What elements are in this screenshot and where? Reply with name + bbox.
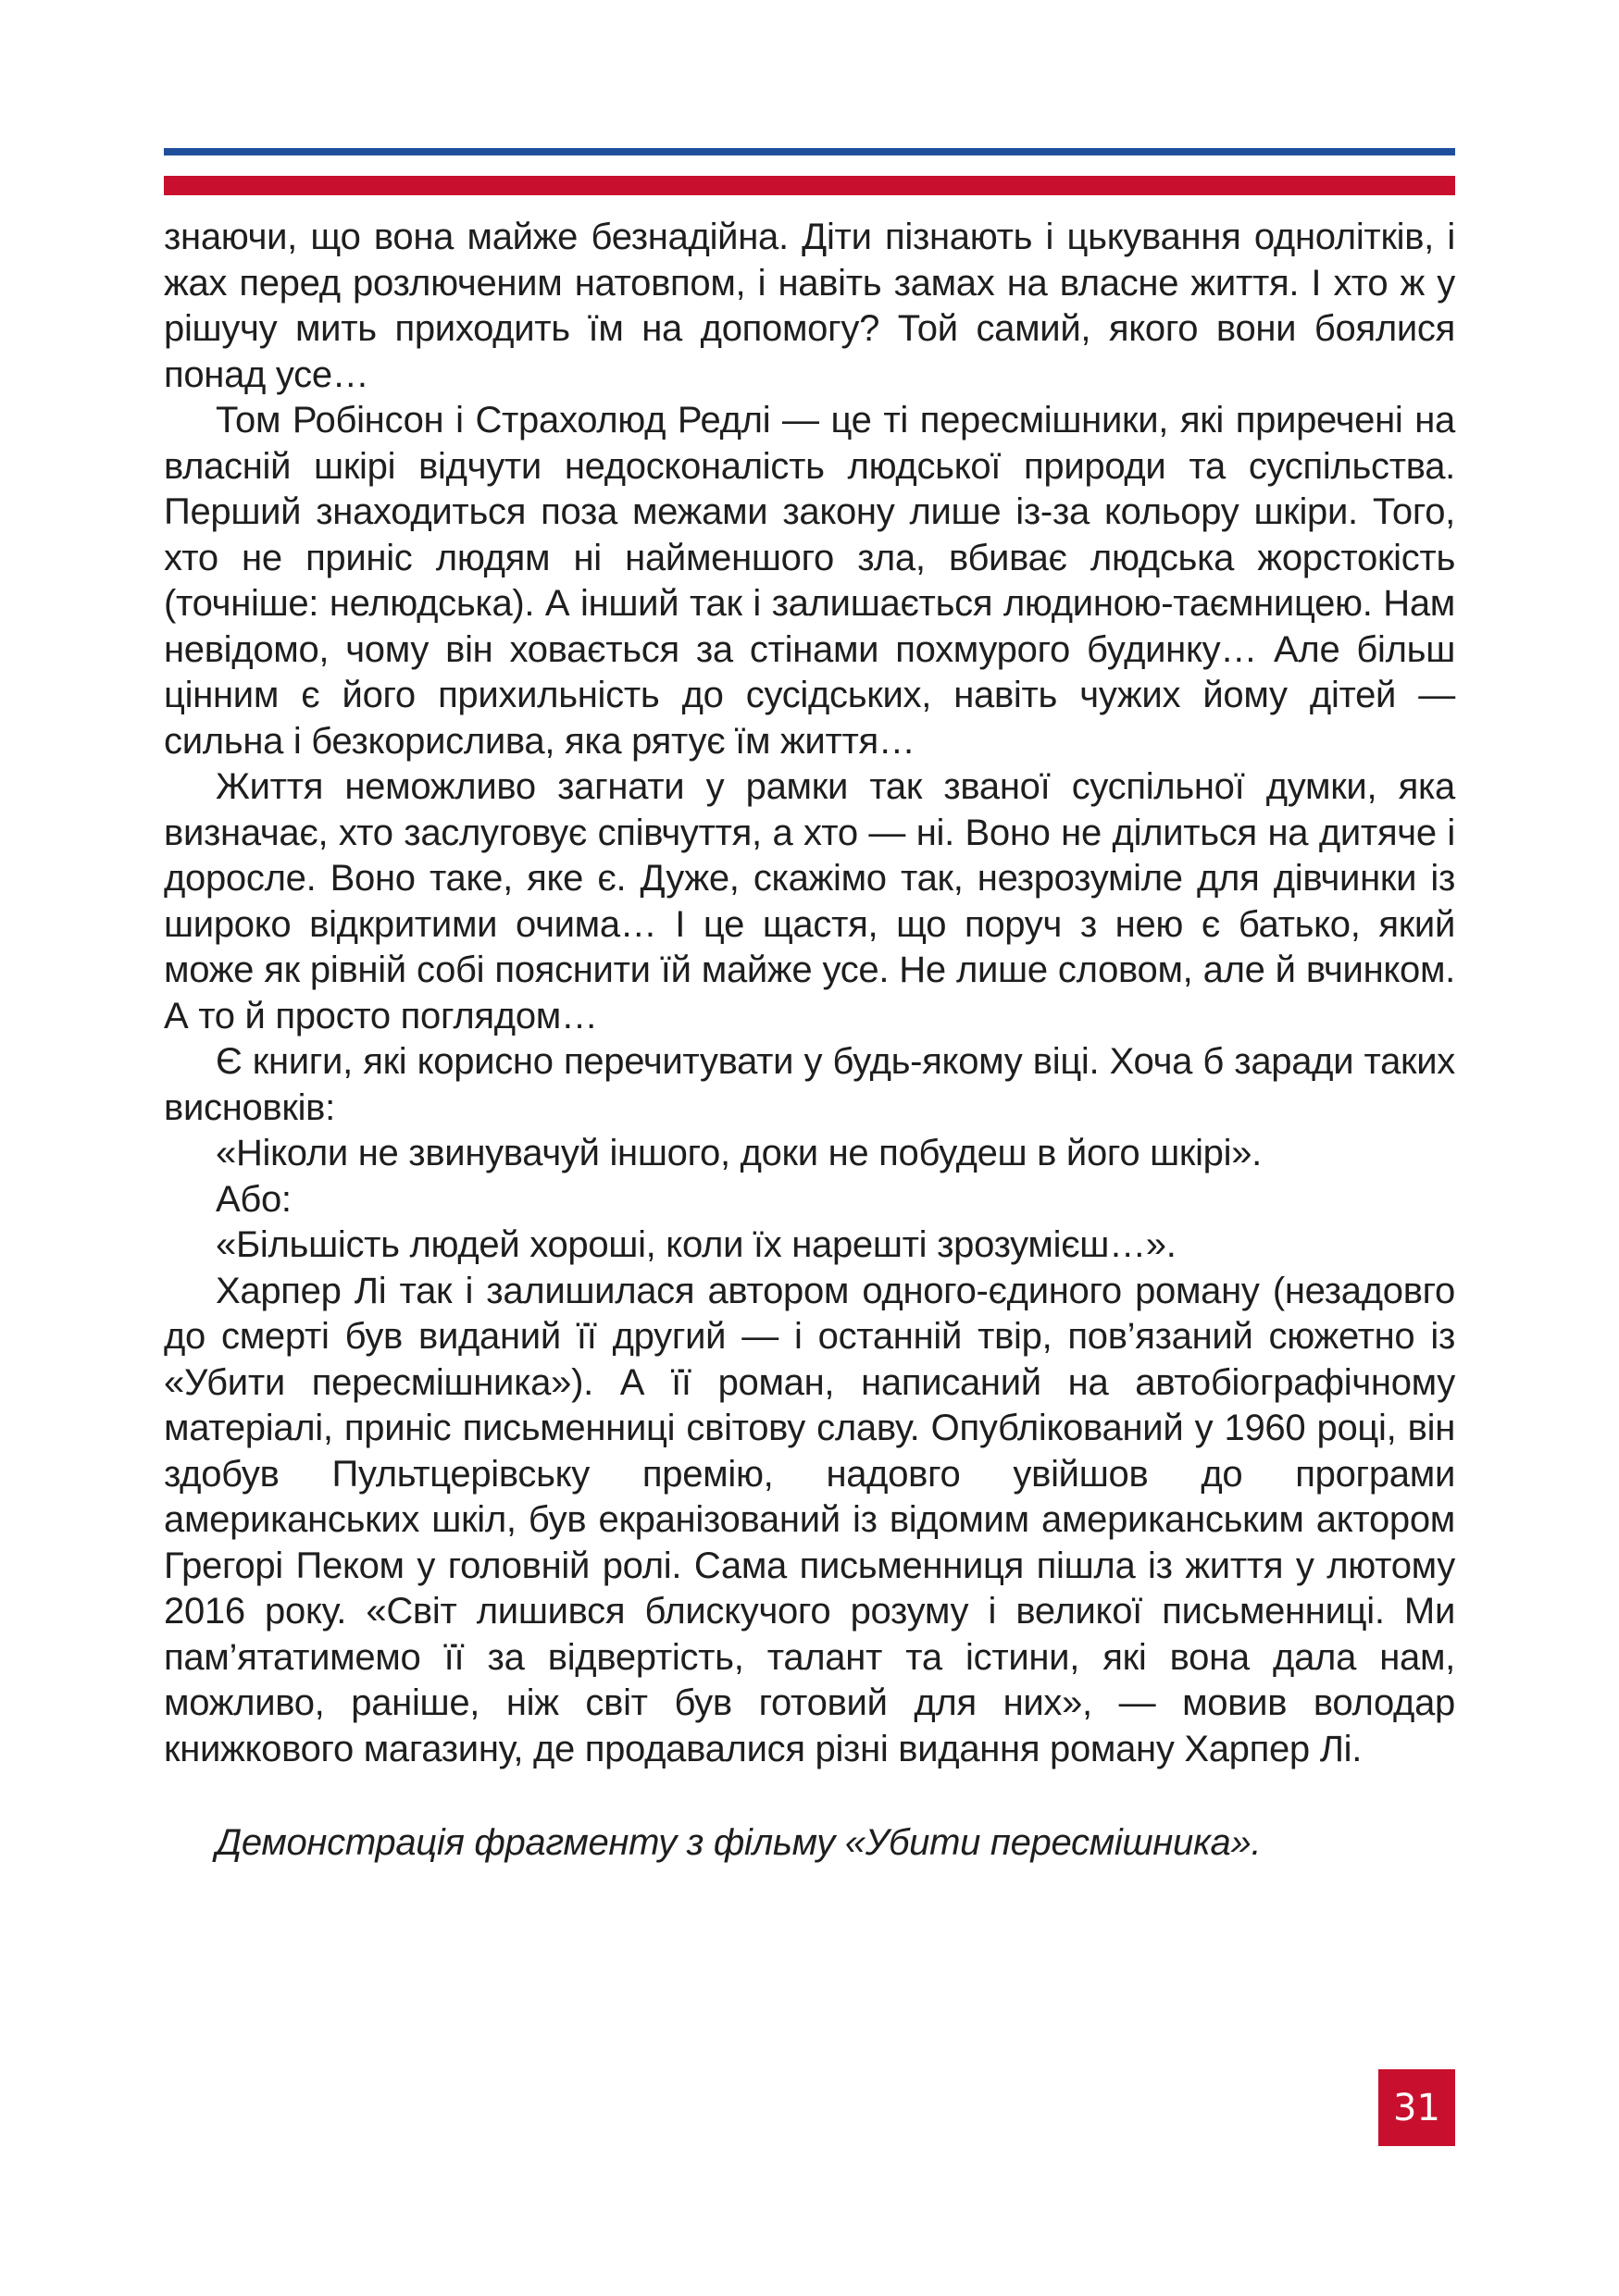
page-number-badge	[1378, 2069, 1455, 2146]
paragraph-mockingbirds: Том Робінсон і Страхолюд Редлі — це ті пересмішники, які приречені на власній шкірі відчути недосконалість людської природи та суспільства. Перший знаходиться поза межами закону лише із-за кольору шкіри. Того, хто не приніс людям ні найменшого зла, вбиває людська жорстокість (точніше: нелюдська). А інший так і залишається людиною-таємницею. Нам невідомо, чому він ховається за стінами похмурого будинку… Але більш цінним є його прихильність до сусідських, навіть чужих йому дітей — сильна і безкорислива, яка рятує їм життя…	[164, 400, 1455, 762]
quote-or: Або:	[216, 1178, 292, 1220]
page-body	[164, 215, 1455, 1867]
header-blue-rule	[164, 148, 1455, 155]
page-number: 31	[1393, 2086, 1440, 2129]
paragraph-life: Життя неможливо загнати у рамки так званої суспільної думки, яка визначає, хто заслуговує співчуття, а хто — ні. Воно не ділиться на дитяче і доросле. Воно таке, яке є. Дуже, скажімо так, незрозуміле для дівчинки із широко відкритими очима… І це щастя, що поруч з нею є батько, який може як рівній собі пояснити їй майже усе. Не лише словом, але й вчинком. А то й просто поглядом…	[164, 766, 1455, 1036]
film-demonstration-note: Демонстрація фрагменту з фільму «Убити пересмішника».	[216, 1822, 1262, 1863]
header-red-rule	[164, 176, 1455, 195]
quote-first: «Ніколи не звинувачуй іншого, доки не побудеш в його шкірі».	[216, 1133, 1262, 1173]
paragraph-continuation: знаючи, що вона майже безнадійна. Діти пізнають і цькування однолітків, і жах перед розлюченим натовпом, і навіть замах на власне життя. І хто ж у рішучу мить приходить їм на допомогу? Той самий, якого вони боялися понад усе…	[164, 217, 1455, 395]
paragraph-harper-lee: Харпер Лі так і залишилася автором одного-єдиного роману (незадовго до смерті був виданий її другий — і останній твір, пов’язаний сюжетно із «Убити пересмішника»). А її роман, написаний на автобіографічному матеріалі, приніс письменниці світову славу. Опублікований у 1960 році, він здобув Пультцерівську премію, надовго увійшов до програми американських шкіл, був екранізований із відомим американським актором Грегорі Пеком у головній ролі. Сама письменниця пішла із життя у лютому 2016 року. «Світ лишився блискучого розуму і великої письменниці. Ми пам’ятатимемо її за відвертість, талант та істини, які вона дала нам, можливо, раніше, ніж світ був готовий для них», — мовив володар книжкового магазину, де продавалися різні видання роману Харпер Лі.	[164, 1270, 1455, 1769]
quote-second: «Більшість людей хороші, коли їх нарешті зрозумієш…».	[216, 1224, 1177, 1265]
paragraph-books: Є книги, які корисно перечитувати у будь-якому віці. Хоча б заради таких висновків:	[164, 1041, 1455, 1128]
